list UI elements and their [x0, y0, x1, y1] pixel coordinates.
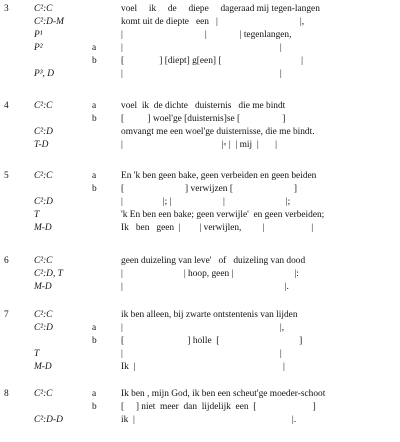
apparatus-line	[0, 415, 400, 426]
apparatus-line	[0, 101, 400, 112]
variant-text: | |,	[121, 323, 285, 333]
witness-siglum: C²:D-D	[34, 415, 63, 425]
apparatus-line	[0, 210, 400, 221]
stage-letter: a	[92, 171, 97, 181]
stage-letter: a	[92, 101, 97, 111]
witness-siglum: C²:D	[34, 323, 53, 333]
variant-text: | |	[121, 349, 282, 359]
variant-text: voel ik de diepe dageraad mij tegen-langen	[121, 4, 320, 14]
apparatus-line	[0, 223, 400, 234]
variant-text: ik | |.	[121, 415, 297, 425]
apparatus-line	[0, 402, 400, 413]
variant-text: | |.	[121, 282, 289, 292]
variant-text: | |; | | |;	[121, 197, 291, 207]
verse-number: 8	[4, 389, 9, 399]
verse-number: 6	[4, 256, 9, 266]
variant-text: Ik ben , mijn God, ik ben een scheut'ge moeder-schoot	[121, 389, 326, 399]
stage-letter: b	[92, 184, 97, 194]
witness-siglum: P³, D	[34, 69, 54, 79]
witness-siglum: P¹	[34, 30, 43, 40]
apparatus-line	[0, 269, 400, 280]
stage-letter: b	[92, 114, 97, 124]
stage-letter: b	[92, 402, 97, 412]
apparatus-line	[0, 114, 400, 125]
variant-text: Ik ben geen | | verwijlen, | |	[121, 223, 314, 233]
variant-text: [ ] verwijzen [ ]	[121, 184, 298, 194]
apparatus-line	[0, 43, 400, 54]
witness-siglum: M-D	[34, 362, 52, 372]
variant-text: En 'k ben geen bake, geen verbeiden en geen beiden	[121, 171, 317, 181]
apparatus-line	[0, 30, 400, 41]
apparatus-line	[0, 56, 400, 67]
apparatus-line	[0, 256, 400, 267]
witness-siglum: T-D	[34, 140, 49, 150]
witness-siglum: C²:D	[34, 197, 53, 207]
witness-siglum: M-D	[34, 282, 52, 292]
variant-text: | | hoop, geen | |:	[121, 269, 299, 279]
apparatus-line	[0, 336, 400, 347]
variant-text: [ ] [diept] g[een] [ |	[121, 56, 304, 66]
variant-text: Ik | |	[121, 362, 285, 372]
apparatus-line	[0, 17, 400, 28]
apparatus-line	[0, 127, 400, 138]
variant-text: omvangt me een woel'ge duisternisse, die me bindt.	[121, 127, 315, 137]
variant-text: | |◦ | | mij | |	[121, 140, 277, 150]
witness-siglum: C²:D-M	[34, 17, 64, 27]
apparatus-line	[0, 171, 400, 182]
variant-text: voel ik de dichte duisternis die me bindt	[121, 101, 286, 111]
verse-number: 7	[4, 310, 9, 320]
variant-text: [ ] woel'ge [duisternis]se [ ]	[121, 114, 286, 124]
variant-text: | |	[121, 69, 282, 79]
witness-siglum: C²:C	[34, 256, 53, 266]
witness-siglum: C²:D, T	[34, 269, 63, 279]
witness-siglum: C²:C	[34, 310, 53, 320]
apparatus-line	[0, 197, 400, 208]
variant-text: [ ] holle [ ]	[121, 336, 303, 346]
verse-number: 5	[4, 171, 9, 181]
apparatus-line	[0, 323, 400, 334]
witness-siglum: P²	[34, 43, 43, 53]
variant-text: | |	[121, 43, 282, 53]
apparatus-line	[0, 362, 400, 373]
apparatus-line	[0, 69, 400, 80]
verse-number: 3	[4, 4, 9, 14]
stage-letter: a	[92, 43, 97, 53]
apparatus-line	[0, 389, 400, 400]
verse-number: 4	[4, 101, 9, 111]
witness-siglum: C²:C	[34, 171, 53, 181]
witness-siglum: T	[34, 349, 40, 359]
witness-siglum: C²:C	[34, 4, 53, 14]
stage-letter: b	[92, 336, 97, 346]
apparatus-line	[0, 140, 400, 151]
variant-text: ik ben alleen, bij zwarte ontstentenis van lijden	[121, 310, 298, 320]
stage-letter: a	[92, 323, 97, 333]
apparatus-line	[0, 310, 400, 321]
apparatus-line	[0, 282, 400, 293]
stage-letter: b	[92, 56, 97, 66]
stage-letter: a	[92, 389, 97, 399]
variant-text: | | | tegenlangen,	[121, 30, 292, 40]
variant-text: 'k En ben een bake; geen verwijle' en geen verbeiden;	[121, 210, 325, 220]
witness-siglum: M-D	[34, 223, 52, 233]
variant-text: geen duizeling van leve' of duizeling van dood	[121, 256, 306, 266]
witness-siglum: T	[34, 210, 40, 220]
witness-siglum: C²:C	[34, 101, 53, 111]
witness-siglum: C²:D	[34, 127, 53, 137]
apparatus-line	[0, 4, 400, 15]
witness-siglum: C²:C	[34, 389, 53, 399]
variant-text: [ ] niet meer dan lijdelijk een [ ]	[121, 402, 316, 412]
variant-text: komt uit de diepte een | |,	[121, 17, 305, 27]
apparatus-line	[0, 184, 400, 195]
apparatus-line	[0, 349, 400, 360]
